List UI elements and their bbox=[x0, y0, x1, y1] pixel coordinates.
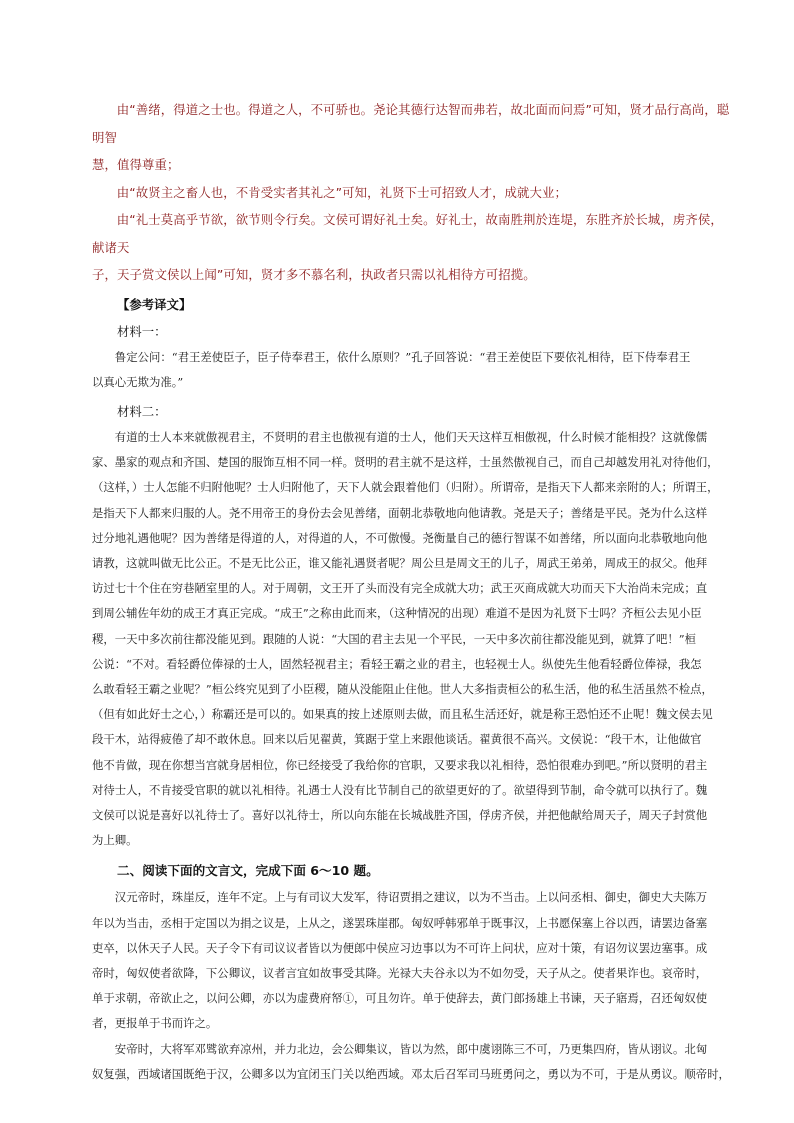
material-two-line: 过分地礼遇他呢？因为善绪是得道的人，对得道的人，不可傲慢。尧衡量自己的德行智谋不如善绪，所以面向北恭敬地向他 bbox=[92, 530, 708, 545]
material-two-line: 有道的士人本来就傲视君主，不贤明的君主也傲视有道的士人，他们天天这样互相傲视，什么时候才能相投？这就像儒 bbox=[114, 429, 708, 444]
material-two-body bbox=[92, 425, 732, 853]
material-two-line: 请教，这就叫做无比公正。不是无比公正，谁又能礼遇贤者呢？周公旦是周文王的儿子，周武王弟弟，周成王的叔父。他拜 bbox=[92, 555, 708, 570]
answer-block bbox=[92, 96, 732, 289]
passage-line: 者，更报单于书而许之。 bbox=[92, 1016, 218, 1031]
answer-line: 由“善绪，得道之士也。得道之人，不可骄也。尧论其德行达智而弗若，故北面而问焉”可知，贤才品行高尚，聪明智 bbox=[92, 102, 730, 145]
passage-line: 吏卒，以休天子人民。天子令下有司议议者皆以为便郎中侯应习边事以为不可许上问状，应对十策，有诏勿议罢边塞事。成 bbox=[92, 940, 708, 955]
passage-line: 汉元帝时，珠崖反，连年不定。上与有司议大发军，待诏贾捐之建议，以为不当击。上以问丞相、御史，御史大夫陈万 bbox=[114, 890, 708, 905]
passage-line: 帝时，匈奴使者欲降，下公卿议，议者言宜如故事受其降。光禄大夫谷永以为不如勿受，天子从之。使者果诈也。哀帝时， bbox=[92, 965, 708, 980]
passage-line: 奴复强，西域诸国既绝于汉，公卿多以为宜闭玉门关以绝西域。邓太后召军司马班勇问之，勇以为不可，于是从勇议。顺帝时， bbox=[92, 1066, 730, 1081]
classical-passage bbox=[92, 885, 732, 1087]
material-two-line: （这样，）士人怎能不归附他呢？士人归附他了，天下人就会跟着他们（归附）。所谓帝，是指天下人都来亲附的人；所谓王， bbox=[92, 480, 719, 495]
material-two-line: （但有如此好士之心，）称霸还是可以的。如果真的按上述原则去做，而且私生活还好，就是称王恐怕还不止呢！魏文侯去见 bbox=[92, 707, 713, 722]
material-two-line: 到周公辅佐年幼的成王才真正完成。“成王”之称由此而来，（这种情况的出现）难道不是因为礼贤下士吗？齐桓公去见小臣 bbox=[92, 606, 702, 621]
material-two-line: 是指天下人都来归服的人。尧不用帝王的身份去会见善绪，面朝北恭敬地向他请教。尧是天子；善绪是平民。尧为什么这样 bbox=[92, 505, 708, 520]
material-two-line: 访过七十个住在穷巷陋室里的人。对于周朝，文王开了头而没有完全成就大功；武王灭商成就大功而天下大治尚未完成；直 bbox=[92, 581, 708, 596]
passage-line: 年以为当击，丞相于定国以为捐之议是，上从之，遂罢珠崖郡。匈奴呼韩邪单于既事汉，上书愿保塞上谷以西，请罢边备塞 bbox=[92, 915, 708, 930]
answer-line: 由“故贤主之畜人也，不肯受实者其礼之”可知，礼贤下士可招致人才，成就大业； bbox=[116, 184, 568, 200]
material-two-line: 么敢看轻王霸之业呢？”桓公终究见到了小臣稷，随从没能阻止住他。世人大多指责桓公的私生活，他的私生活虽然不检点， bbox=[92, 681, 713, 696]
material-two-line: 他不肯做，现在你想当宫就身居相位，你已经接受了我给你的官职，又要求我以礼相待，恐怕很难办到吧。”所以贤明的君主 bbox=[92, 757, 708, 772]
material-two-line: 段干木，站得疲倦了却不敢休息。回来以后见翟黄，箕踞于堂上来跟他谈话。翟黄很不高兴。文侯说：“段干木，让他做官 bbox=[92, 732, 702, 747]
reference-translation-heading: 【参考译文】 bbox=[117, 296, 192, 312]
material-two-line: 对待士人，不肯接受官职的就以礼相待。礼遇士人没有比节制自己的欲望更好的了。欲望得到节制，命令就可以执行了。魏 bbox=[92, 782, 708, 797]
material-two-line: 家、墨家的观点和齐国、楚国的服饰互相不同一样。贤明的君主就不是这样，士虽然傲视自己，而自己却越发用礼对待他们， bbox=[92, 455, 719, 470]
answer-line: 慧，值得尊重； bbox=[92, 157, 180, 172]
material-two-line: 稷，一天中多次前往都没能见到。跟随的人说：“大国的君主去见一个平民，一天中多次前往都没能见到，就算了吧！”桓 bbox=[92, 631, 696, 646]
material-two-line: 公说：“不对。看轻爵位俸禄的士人，固然轻视君主；看轻王霸之业的君主，也轻视士人。纵使先生他看轻爵位俸禄，我怎 bbox=[92, 656, 702, 671]
material-one-label: 材料一： bbox=[117, 323, 167, 339]
answer-line: 由“礼士莫高乎节欲，欲节则令行矣。文侯可谓好礼士矣。好礼士，故南胜荆於连堤，东胜齐於长城，虏齐侯，献诸天 bbox=[92, 212, 723, 255]
material-one-line: 以真心无欺为准。” bbox=[92, 374, 184, 389]
section-two-title: 二、阅读下面的文言文，完成下面 6～10 题。 bbox=[117, 863, 379, 879]
material-one-line: 鲁定公问：“君王差使臣子，臣子侍奉君王，依什么原则？”孔子回答说：“君王差使臣下要依礼相待，臣下侍奉君王 bbox=[114, 349, 691, 364]
passage-line: 单于求朝，帝欲止之，以问公卿，亦以为虚费府帑①，可且勿许。单于使辞去，黄门郎扬雄上书谏，天子寤焉，召还匈奴使 bbox=[92, 991, 708, 1006]
answer-line: 子，天子赏文侯以上闻”可知，贤才多不慕名利，执政者只需以礼相待方可招揽。 bbox=[92, 267, 536, 282]
passage-line: 安帝时，大将军邓骘欲弃凉州，并力北边，会公卿集议，皆以为然，郎中虞诩陈三不可，乃更集四府，皆从诩议。北匈 bbox=[114, 1041, 708, 1056]
material-two-label: 材料二： bbox=[117, 403, 167, 419]
material-two-line: 为上卿。 bbox=[92, 833, 138, 848]
material-two-line: 文侯可以说是喜好以礼待士了。喜好以礼待士，所以向东能在长城战胜齐国，俘虏齐侯，并把他献给周天子，周天子封赏他 bbox=[92, 807, 708, 822]
